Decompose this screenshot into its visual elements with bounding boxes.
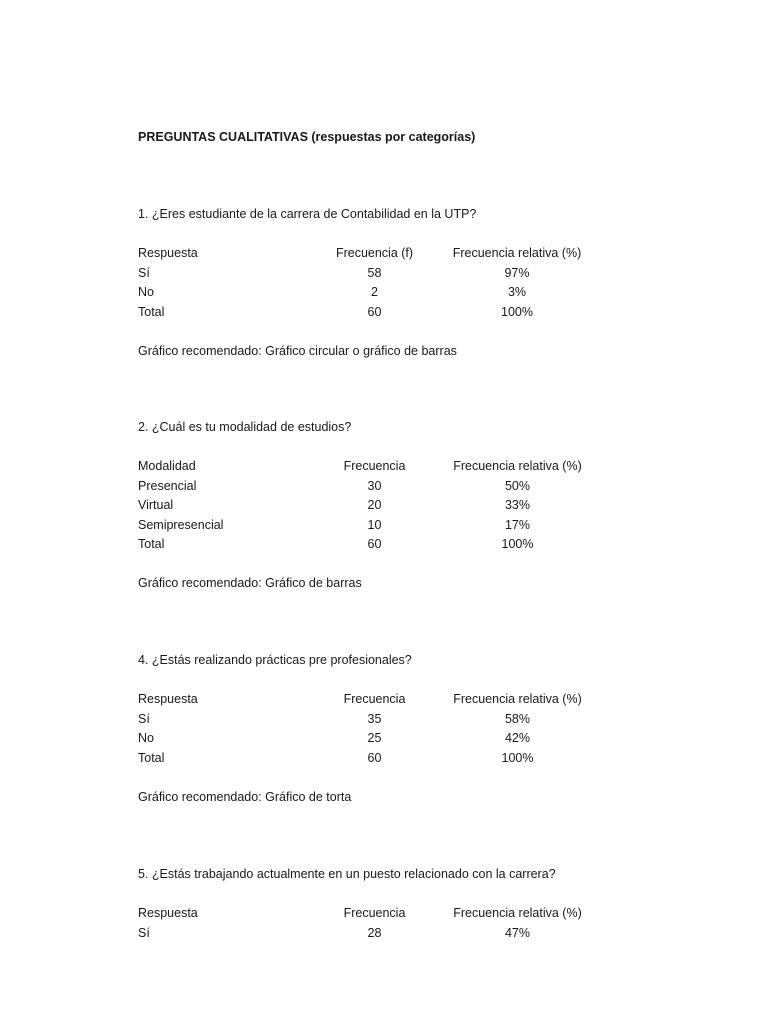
chart-recommendation: Gráfico recomendado: Gráfico de torta (138, 789, 352, 804)
table-cell: 60 (367, 537, 382, 551)
document-title: PREGUNTAS CUALITATIVAS (respuestas por categorías) (138, 130, 476, 144)
question-section-4 (138, 651, 638, 807)
table-row-total (138, 749, 620, 769)
table-row (138, 729, 620, 749)
table-header: Frecuencia relativa (%) (453, 906, 582, 920)
table-cell: 58 (367, 265, 382, 280)
table-cell: 58% (504, 711, 531, 726)
table-cell: Total (138, 750, 165, 765)
table-cell: Semipresencial (138, 517, 224, 532)
table-header: Respuesta (138, 906, 198, 920)
question-section-1 (138, 205, 638, 361)
table-header-row (138, 457, 620, 477)
frequency-table (138, 457, 620, 555)
table-cell: No (138, 731, 154, 745)
table-header: Frecuencia (343, 692, 406, 706)
table-cell: 60 (367, 750, 382, 765)
frequency-table (138, 244, 601, 322)
table-header: Frecuencia (343, 459, 406, 473)
table-cell: 100% (501, 750, 534, 765)
table-cell: 10 (367, 517, 382, 532)
table-header: Frecuencia relativa (%) (453, 692, 582, 706)
question-text: 1. ¿Eres estudiante de la carrera de Contabilidad en la UTP? (138, 207, 477, 221)
table-cell: Sí (138, 265, 150, 280)
table-cell: 42% (504, 731, 531, 745)
chart-recommendation: Gráfico recomendado: Gráfico circular o gráfico de barras (138, 343, 457, 358)
table-cell: 60 (367, 304, 382, 319)
question-text: 4. ¿Estás realizando prácticas pre profesionales? (138, 653, 412, 667)
table-header-row (138, 244, 601, 264)
table-cell: Total (138, 537, 165, 551)
frequency-table (138, 690, 620, 768)
table-cell: 35 (367, 711, 382, 726)
table-cell: 100% (501, 537, 534, 551)
table-row (138, 710, 620, 730)
table-header: Frecuencia (343, 906, 406, 920)
table-header: Frecuencia relativa (%) (453, 459, 582, 473)
chart-recommendation: Gráfico recomendado: Gráfico de barras (138, 576, 362, 590)
table-cell: Sí (138, 925, 150, 940)
table-header: Frecuencia (f) (335, 246, 414, 260)
table-cell: 30 (367, 478, 382, 493)
table-cell: Sí (138, 711, 150, 726)
table-cell: 25 (367, 731, 382, 745)
table-cell: 97% (504, 265, 530, 280)
table-cell: 2 (371, 285, 378, 299)
table-header: Respuesta (138, 246, 198, 260)
table-row (138, 264, 601, 284)
table-cell: 28 (367, 925, 382, 940)
table-cell: Presencial (138, 478, 197, 493)
table-row (138, 924, 620, 944)
table-row-total (138, 303, 601, 323)
table-cell: 3% (507, 285, 527, 299)
question-section-5 (138, 865, 638, 943)
table-row (138, 477, 620, 497)
table-cell: 50% (504, 478, 531, 493)
table-cell: 47% (504, 925, 531, 940)
table-cell: 100% (501, 304, 533, 319)
table-cell: 33% (504, 498, 531, 512)
table-cell: No (138, 285, 154, 299)
table-row-total (138, 535, 620, 555)
question-text: 2. ¿Cuál es tu modalidad de estudios? (138, 420, 352, 434)
frequency-table (138, 904, 620, 943)
table-cell: Total (138, 304, 165, 319)
table-cell: Virtual (138, 498, 174, 512)
table-header-row (138, 690, 620, 710)
table-cell: 17% (504, 517, 531, 532)
table-row (138, 496, 620, 516)
question-section-2 (138, 418, 638, 594)
table-header: Modalidad (138, 459, 196, 473)
table-cell: 20 (367, 498, 382, 512)
question-text: 5. ¿Estás trabajando actualmente en un puesto relacionado con la carrera? (138, 867, 556, 881)
table-row (138, 283, 601, 303)
table-header: Frecuencia relativa (%) (452, 246, 582, 260)
table-header: Respuesta (138, 692, 198, 706)
table-header-row (138, 904, 620, 924)
table-row (138, 516, 620, 536)
